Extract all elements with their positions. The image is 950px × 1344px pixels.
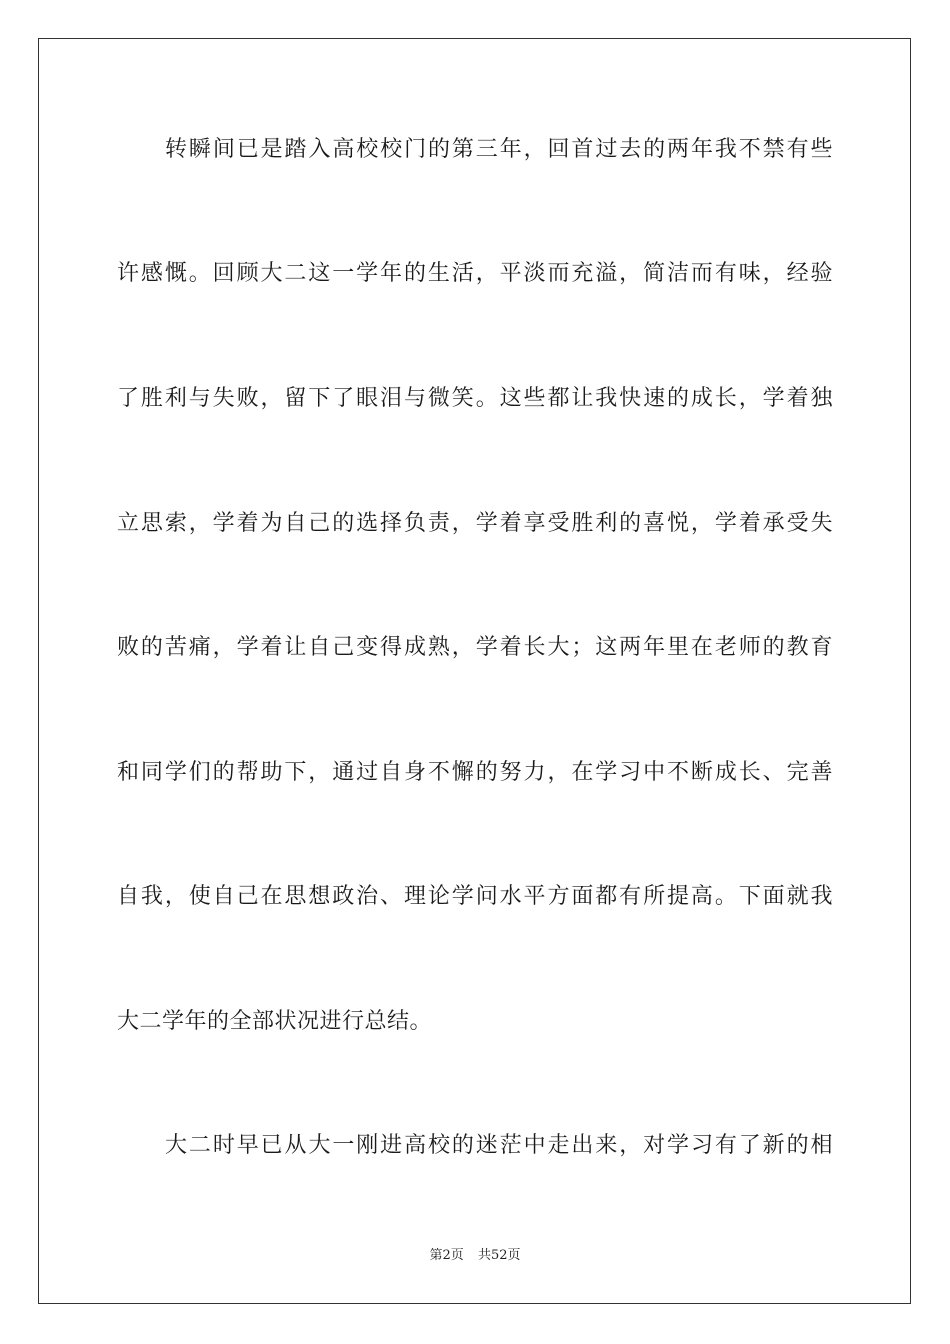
page-border [38,38,911,1304]
paragraph-1-line-6: 和同学们的帮助下，通过自身不懈的努力，在学习中不断成长、完善 [117,760,833,785]
paragraph-1-line-3: 了胜利与失败，留下了眼泪与微笑。这些都让我快速的成长，学着独 [117,386,833,411]
paragraph-2-line-1: 大二时早已从大一刚进高校的迷茫中走出来，对学习有了新的相 [165,1133,833,1158]
page-number: 第2页 [429,1248,464,1263]
paragraph-1-line-2: 许感慨。回顾大二这一学年的生活，平淡而充溢，简洁而有味，经验 [117,261,833,286]
paragraph-1-line-8: 大二学年的全部状况进行总结。 [117,1009,433,1034]
paragraph-1-line-7: 自我，使自己在思想政治、理论学问水平方面都有所提高。下面就我 [117,884,833,909]
paragraph-1-line-1: 转瞬间已是踏入高校校门的第三年，回首过去的两年我不禁有些 [165,137,833,162]
paragraph-1-line-5: 败的苦痛，学着让自己变得成熟，学着长大；这两年里在老师的教育 [117,635,833,660]
page-total: 共52页 [477,1248,521,1263]
page-footer [0,1247,950,1265]
paragraph-1-line-4: 立思索，学着为自己的选择负责，学着享受胜利的喜悦，学着承受失 [117,511,833,536]
